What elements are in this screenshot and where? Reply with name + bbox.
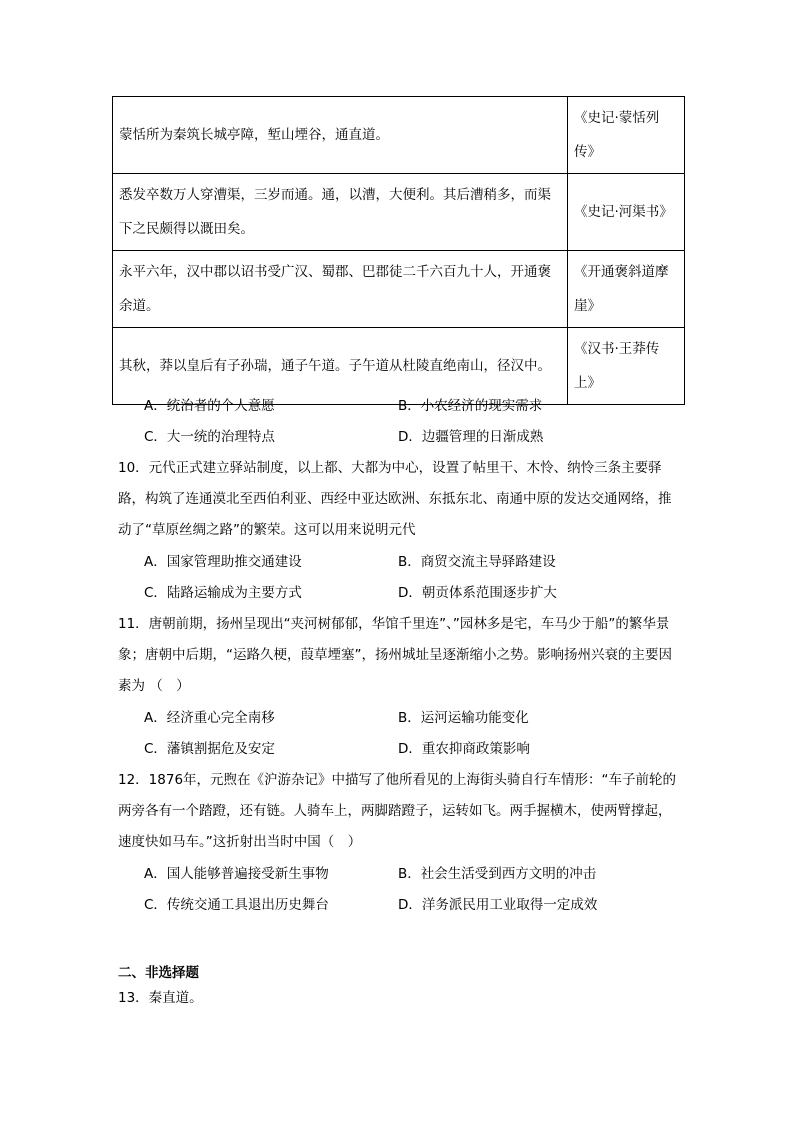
q10-option-c[interactable]: C．陆路运输成为主要方式 [144, 585, 302, 601]
q10-option-a[interactable]: A．国家管理助推交通建设 [144, 554, 302, 570]
quote-cell: 永平六年，汉中郡以诏书受广汉、蜀郡、巴郡徒二千六百九十人，开通褒余道。 [113, 251, 568, 328]
source-cell: 《汉书·王莽传上》 [568, 328, 685, 405]
source-cell: 《史记·蒙恬列传》 [568, 97, 685, 174]
q9-options-row-2 [0, 422, 794, 453]
quote-cell: 悉发卒数万人穿漕渠，三岁而通。通，以漕，大便利。其后漕稍多，而渠下之民颇得以溉田矣。 [113, 174, 568, 251]
q11-options-row-1 [0, 703, 794, 734]
table-row [113, 251, 685, 328]
q10-options-row-2 [0, 578, 794, 609]
q12-option-a[interactable]: A．国人能够普遍接受新生事物 [144, 866, 329, 882]
q11-option-c[interactable]: C．藩镇割据危及安定 [144, 741, 275, 757]
q11-options-row-2 [0, 734, 794, 765]
section-heading: 二、非选择题 [118, 965, 199, 981]
q12-option-b[interactable]: B．社会生活受到西方文明的冲击 [398, 866, 597, 882]
q10-option-b[interactable]: B．商贸交流主导驿路建设 [398, 554, 556, 570]
q11-option-b[interactable]: B．运河运输功能变化 [398, 710, 529, 726]
q12-option-d[interactable]: D．洋务派民用工业取得一定成效 [398, 897, 598, 913]
q12-option-c[interactable]: C．传统交通工具退出历史舞台 [144, 897, 329, 913]
q10-options-row-1 [0, 547, 794, 578]
q9-options-row-1 [0, 391, 794, 422]
q12-stem: 12．1876年，元煦在《沪游杂记》中描写了他所看见的上海街头骑自行车情形：“车子前轮的两旁各有一个踏蹬，还有链。人骑车上，两脚踏蹬子，运转如飞。两手握横木，使两臂撑起，速度快如马车。”这折射出当时中国（ ） [118, 772, 677, 850]
q12-options-row-2 [0, 890, 794, 921]
q11-stem: 11．唐朝前期，扬州呈现出“夹河树郁郁，华馆千里连”、”园林多是宅，车马少于船”的繁华景象；唐朝中后期，“运路久梗，葭草堙塞”，扬州城址呈逐渐缩小之势。影响扬州兴衰的主要因素为 （ ） [118, 616, 672, 694]
source-table [112, 96, 685, 405]
source-cell: 《开通褒斜道摩崖》 [568, 251, 685, 328]
q10-option-d[interactable]: D．朝贡体系范围逐步扩大 [398, 585, 557, 601]
quote-cell: 蒙恬所为秦筑长城亭障，堑山堙谷，通直道。 [113, 97, 568, 174]
q10-stem: 10．元代正式建立驿站制度，以上都、大都为中心，设置了帖里干、木怜、纳怜三条主要驿路，构筑了连通漠北至西伯利亚、西经中亚达欧洲、东抵东北、南通中原的发达交通网络，推动了“草原丝绸之路”的繁荣。这可以用来说明元代 [118, 460, 672, 538]
q9-option-c[interactable]: C．大一统的治理特点 [144, 429, 275, 445]
q11-option-a[interactable]: A．经济重心完全南移 [144, 710, 275, 726]
q13-stem: 13．秦直道。 [118, 990, 203, 1006]
q9-option-d[interactable]: D．边疆管理的日渐成熟 [398, 429, 544, 445]
source-cell: 《史记·河渠书》 [568, 174, 685, 251]
q9-option-b[interactable]: B．小农经济的现实需求 [398, 398, 543, 414]
table-row [113, 97, 685, 174]
q11-option-d[interactable]: D．重农抑商政策影响 [398, 741, 530, 757]
q12-options-row-1 [0, 859, 794, 890]
table-row [113, 174, 685, 251]
q9-option-a[interactable]: A．统治者的个人意愿 [144, 398, 275, 414]
quote-cell: 其秋，莽以皇后有子孙瑞，通子午道。子午道从杜陵直绝南山，径汉中。 [113, 328, 568, 405]
